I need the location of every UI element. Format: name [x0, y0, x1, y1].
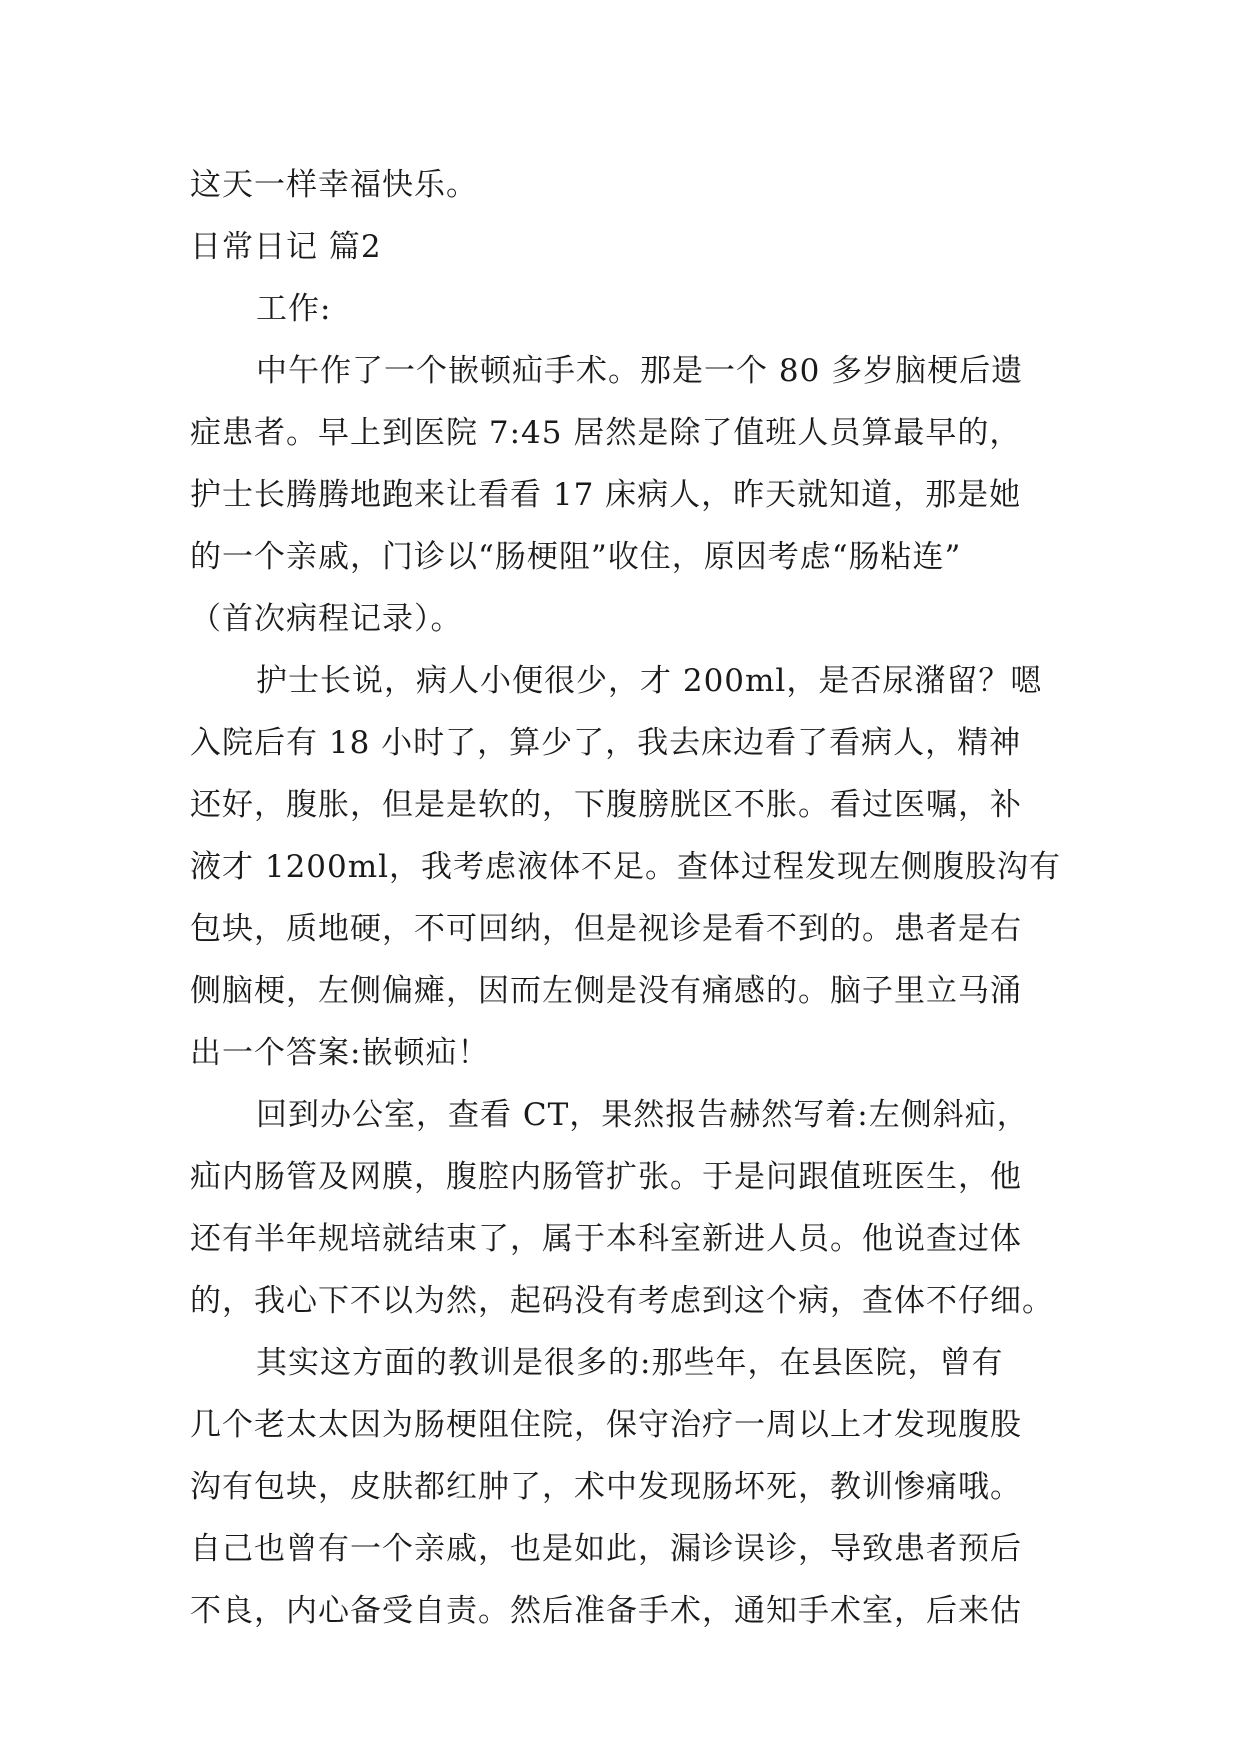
text-line: 护士长腾腾地跑来让看看 17 床病人，昨天就知道，那是她	[190, 477, 1022, 513]
text-line: （首次病程记录）。	[190, 601, 463, 637]
text-line: 症患者。早上到医院 7:45 居然是除了值班人员算最早的，	[190, 415, 1022, 451]
text-line: 还有半年规培就结束了，属于本科室新进人员。他说查过体	[190, 1221, 1022, 1257]
text-line: 自己也曾有一个亲戚，也是如此，漏诊误诊，导致患者预后	[190, 1531, 1022, 1567]
text-line: 还好，腹胀，但是是软的，下腹膀胱区不胀。看过医嘱，补	[190, 787, 1022, 823]
text-line: 入院后有 18 小时了，算少了，我去床边看了看病人，精神	[190, 725, 1022, 761]
text-line: 侧脑梗，左侧偏瘫，因而左侧是没有痛感的。脑子里立马涌	[190, 973, 1022, 1009]
text-line: 中午作了一个嵌顿疝手术。那是一个 80 多岁脑梗后遗	[256, 353, 1024, 389]
text-line: 的，我心下不以为然，起码没有考虑到这个病，查体不仔细。	[190, 1283, 1054, 1319]
text-line: 这天一样幸福快乐。	[190, 167, 478, 203]
text-line: 出一个答案:嵌顿疝！	[190, 1035, 490, 1071]
text-line: 液才 1200ml，我考虑液体不足。查体过程发现左侧腹股沟有	[190, 849, 1062, 885]
section-heading: 日常日记 篇2	[190, 229, 382, 265]
text-line: 几个老太太因为肠梗阻住院，保守治疗一周以上才发现腹股	[190, 1407, 1022, 1443]
text-line: 回到办公室，查看 CT，果然报告赫然写着:左侧斜疝，	[256, 1097, 1029, 1133]
text-line: 沟有包块，皮肤都红肿了，术中发现肠坏死，教训惨痛哦。	[190, 1469, 1022, 1505]
text-line: 疝内肠管及网膜，腹腔内肠管扩张。于是问跟值班医生，他	[190, 1159, 1022, 1195]
text-line: 不良，内心备受自责。然后准备手术，通知手术室，后来估	[190, 1593, 1022, 1629]
text-line: 包块，质地硬，不可回纳，但是视诊是看不到的。患者是右	[190, 911, 1022, 947]
text-line: 其实这方面的教训是很多的:那些年，在县医院，曾有	[256, 1345, 1004, 1381]
text-line: 的一个亲戚，门诊以“肠梗阻”收住，原因考虑“肠粘连”	[190, 539, 962, 575]
text-line: 护士长说，病人小便很少，才 200ml，是否尿潴留？嗯	[256, 663, 1043, 699]
text-line: 工作:	[256, 291, 332, 327]
